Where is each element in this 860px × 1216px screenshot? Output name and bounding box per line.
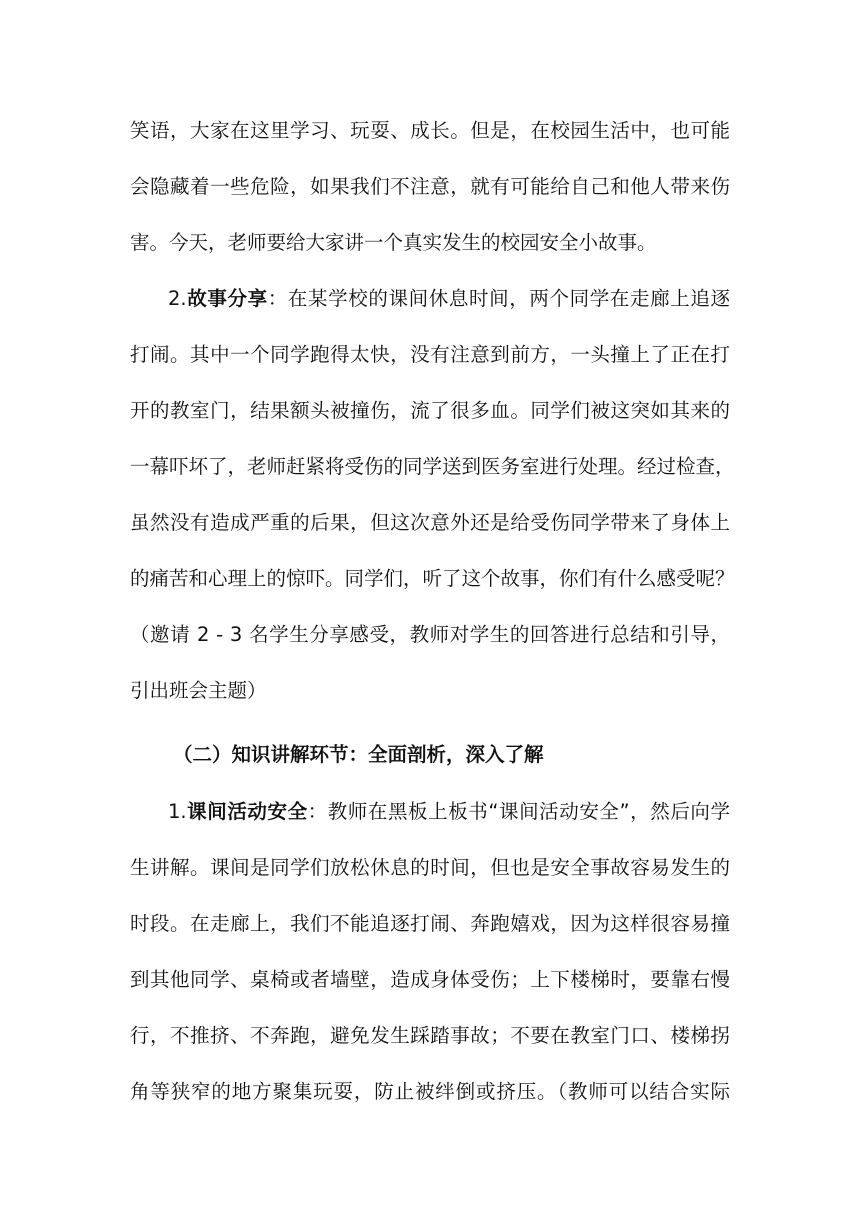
intro-line-3: 害。今天，老师要给大家讲一个真实发生的校园安全小故事。	[130, 231, 657, 254]
intro-line-1: 笑语，大家在这里学习、玩耍、成长。但是，在校园生活中，也可能	[130, 119, 730, 142]
story-line-3: 开的教室门，结果额头被撞伤，流了很多血。同学们被这突如其来的	[130, 399, 730, 422]
knowledge-first-line-text: ：教师在黑板上板书“课间活动安全”，然后向学	[307, 800, 730, 823]
story-number: 2.	[168, 287, 187, 310]
story-line-5: 虽然没有造成严重的后果，但这次意外还是给受伤同学带来了身体上	[130, 511, 730, 534]
knowledge-title: 课间活动安全	[186, 800, 308, 823]
knowledge-line-2: 生讲解。课间是同学们放松休息的时间，但也是安全事故容易发生的	[130, 856, 730, 879]
story-first-line	[168, 285, 730, 313]
story-title: 故事分享	[186, 287, 268, 310]
story-line-7: （邀请 2 - 3 名学生分享感受，教师对学生的回答进行总结和引导，	[130, 623, 730, 646]
story-first-line-text: ：在某学校的课间休息时间，两个同学在走廊上追逐	[267, 287, 730, 310]
intro-line-2: 会隐藏着一些危险，如果我们不注意，就有可能给自己和他人带来伤	[130, 175, 730, 198]
story-line-2: 打闹。其中一个同学跑得太快，没有注意到前方，一头撞上了正在打	[130, 343, 730, 366]
story-line-6: 的痛苦和心理上的惊吓。同学们，听了这个故事，你们有什么感受呢？	[130, 567, 735, 590]
knowledge-line-5: 行，不推挤、不奔跑，避免发生踩踏事故；不要在教室门口、楼梯拐	[130, 1024, 730, 1047]
story-line-4: 一幕吓坏了，老师赶紧将受伤的同学送到医务室进行处理。经过检查，	[130, 455, 735, 478]
knowledge-line-4: 到其他同学、桌椅或者墙壁，造成身体受伤；上下楼梯时，要靠右慢	[130, 968, 730, 991]
knowledge-number: 1.	[168, 800, 187, 823]
knowledge-line-3: 时段。在走廊上，我们不能追逐打闹、奔跑嬉戏，因为这样很容易撞	[130, 912, 730, 935]
knowledge-first-line	[168, 798, 730, 826]
story-line-8: 引出班会主题）	[130, 679, 267, 702]
knowledge-line-6: 角等狭窄的地方聚集玩耍，防止被绊倒或挤压。（教师可以结合实际	[130, 1080, 730, 1103]
section-heading: （二）知识讲解环节：全面剖析，深入了解	[173, 743, 544, 766]
